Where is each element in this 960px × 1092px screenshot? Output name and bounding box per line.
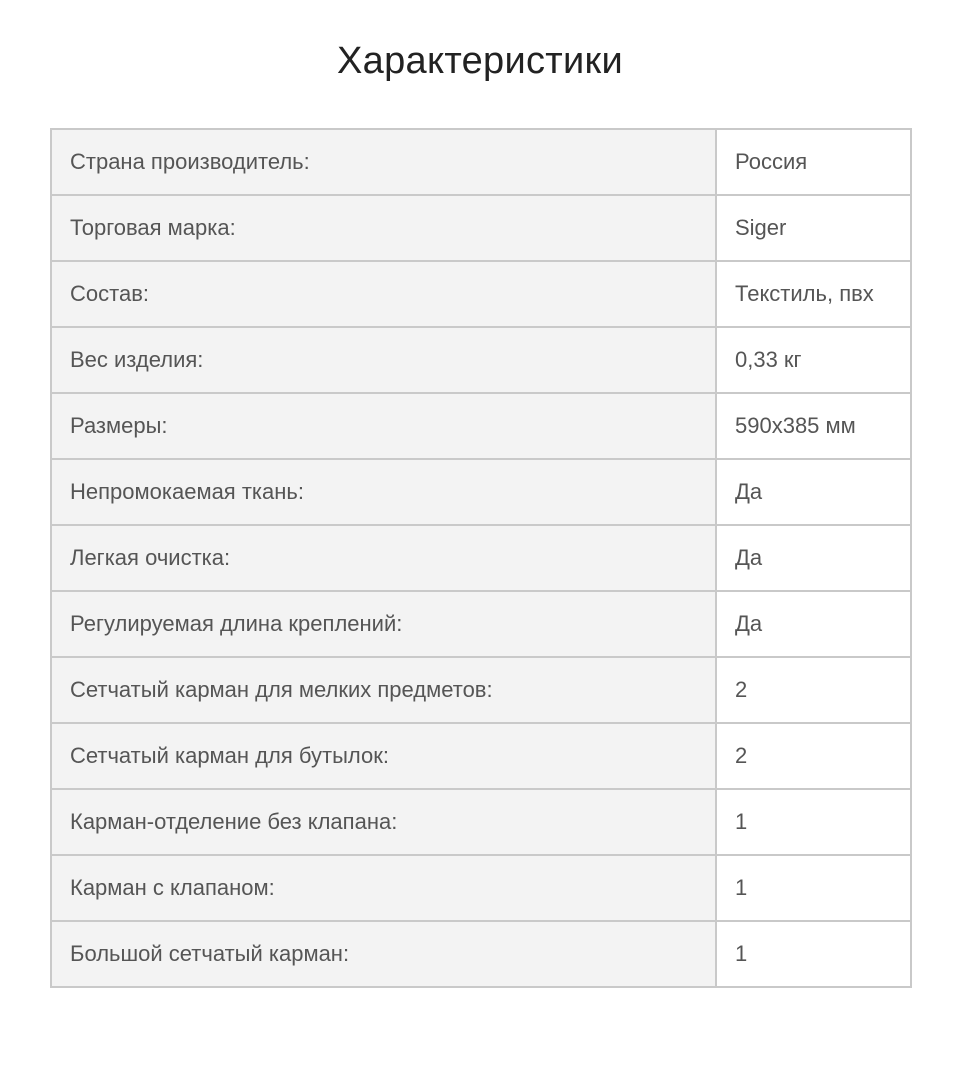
table-row [51,591,911,657]
spec-value: 2 [716,723,911,789]
table-row [51,327,911,393]
spec-value: 0,33 кг [716,327,911,393]
spec-label: Вес изделия: [51,327,716,393]
specs-table [50,128,912,988]
page-title: Характеристики [337,40,623,82]
spec-label: Карман с клапаном: [51,855,716,921]
spec-value: Текстиль, пвх [716,261,911,327]
spec-value: Да [716,591,911,657]
table-row [51,459,911,525]
table-row [51,789,911,855]
table-row [51,525,911,591]
spec-label: Регулируемая длина креплений: [51,591,716,657]
spec-label: Размеры: [51,393,716,459]
spec-label: Торговая марка: [51,195,716,261]
spec-label: Легкая очистка: [51,525,716,591]
spec-value: Да [716,525,911,591]
table-row [51,855,911,921]
spec-label: Состав: [51,261,716,327]
spec-value: 1 [716,789,911,855]
table-row [51,393,911,459]
spec-value: Siger [716,195,911,261]
spec-label: Карман-отделение без клапана: [51,789,716,855]
table-row [51,261,911,327]
table-row [51,723,911,789]
spec-value: Россия [716,129,911,195]
spec-value: 1 [716,921,911,987]
spec-value: 1 [716,855,911,921]
spec-label: Сетчатый карман для бутылок: [51,723,716,789]
spec-label: Непромокаемая ткань: [51,459,716,525]
spec-value: Да [716,459,911,525]
spec-value: 2 [716,657,911,723]
table-row [51,657,911,723]
table-row [51,195,911,261]
spec-label: Большой сетчатый карман: [51,921,716,987]
spec-value: 590x385 мм [716,393,911,459]
table-row [51,921,911,987]
table-row [51,129,911,195]
spec-label: Страна производитель: [51,129,716,195]
spec-label: Сетчатый карман для мелких предметов: [51,657,716,723]
